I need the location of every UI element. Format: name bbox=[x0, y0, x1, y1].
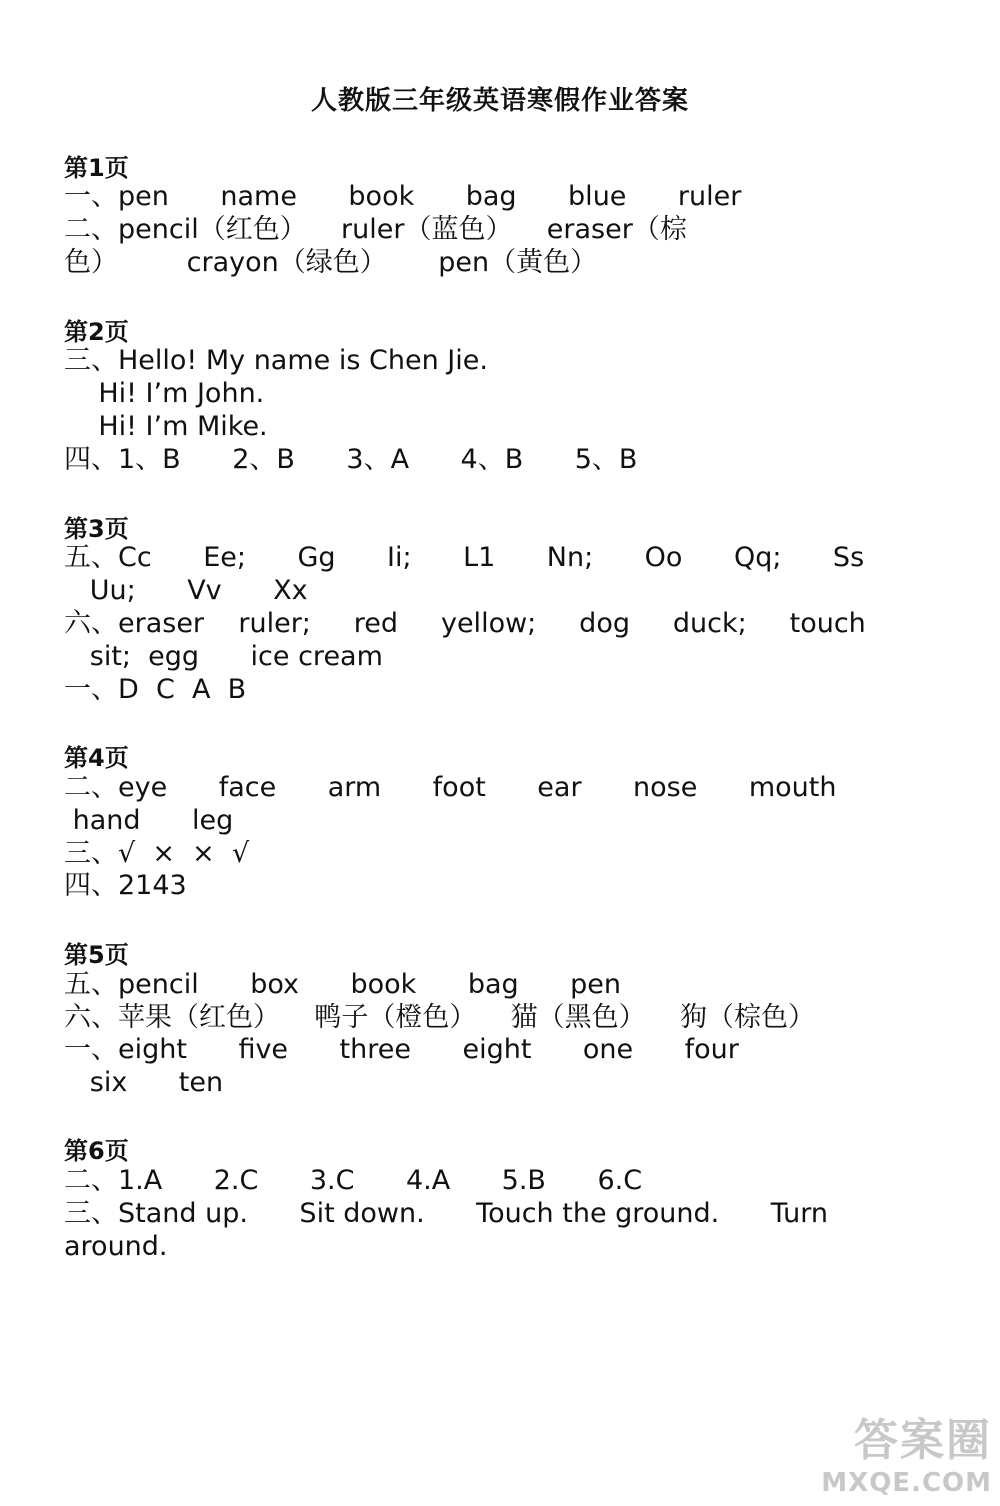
answer-line: Uu; Vv Xx bbox=[64, 575, 308, 606]
answer-line: 二、pencil（红色） ruler（蓝色） eraser（棕 bbox=[64, 214, 687, 245]
answer-line: 色） crayon（绿色） pen（黄色） bbox=[64, 247, 598, 278]
page-title: 人教版三年级英语寒假作业答案 bbox=[310, 86, 689, 116]
answer-line: around. bbox=[64, 1231, 168, 1262]
watermark-url: MXQE.COM bbox=[821, 1468, 992, 1498]
answer-line: Hi! I’m Mike. bbox=[64, 411, 268, 442]
section-heading: 第3页 bbox=[64, 515, 129, 543]
answer-line: 一、pen name book bag blue ruler bbox=[64, 181, 742, 212]
answer-line: 五、Cc Ee; Gg Ii; L1 Nn; Oo Qq; Ss bbox=[64, 542, 865, 573]
answer-line: 一、D C A B bbox=[64, 674, 247, 705]
answer-line: 三、Stand up. Sit down. Touch the ground. Turn bbox=[64, 1198, 828, 1229]
section-heading: 第6页 bbox=[64, 1137, 129, 1165]
section-heading: 第5页 bbox=[64, 941, 129, 969]
answer-line: 四、2143 bbox=[64, 870, 187, 901]
section-heading: 第1页 bbox=[64, 154, 129, 182]
answer-line: 二、1.A 2.C 3.C 4.A 5.B 6.C bbox=[64, 1165, 643, 1196]
watermark-logo: 答案圈 bbox=[854, 1415, 992, 1466]
answer-line: 二、eye face arm foot ear nose mouth bbox=[64, 772, 837, 803]
answer-line: 六、eraser ruler; red yellow; dog duck; touch bbox=[64, 608, 866, 639]
watermark bbox=[821, 1404, 992, 1498]
answer-line: six ten bbox=[64, 1067, 224, 1098]
answer-line: 四、1、B 2、B 3、A 4、B 5、B bbox=[64, 444, 638, 475]
section-heading: 第4页 bbox=[64, 744, 129, 772]
section-heading: 第2页 bbox=[64, 318, 129, 346]
answer-line: hand leg bbox=[64, 805, 234, 836]
answer-line: 三、Hello! My name is Chen Jie. bbox=[64, 345, 488, 376]
answer-line: 六、苹果（红色） 鸭子（橙色） 猫（黑色） 狗（棕色） bbox=[64, 1002, 815, 1033]
answer-line: 三、√ × × √ bbox=[64, 838, 250, 869]
answer-line: 一、eight five three eight one four bbox=[64, 1034, 739, 1065]
answer-line: Hi! I’m John. bbox=[64, 378, 265, 409]
answer-line: sit; egg ice cream bbox=[64, 641, 383, 672]
answer-line: 五、pencil box book bag pen bbox=[64, 969, 621, 1000]
